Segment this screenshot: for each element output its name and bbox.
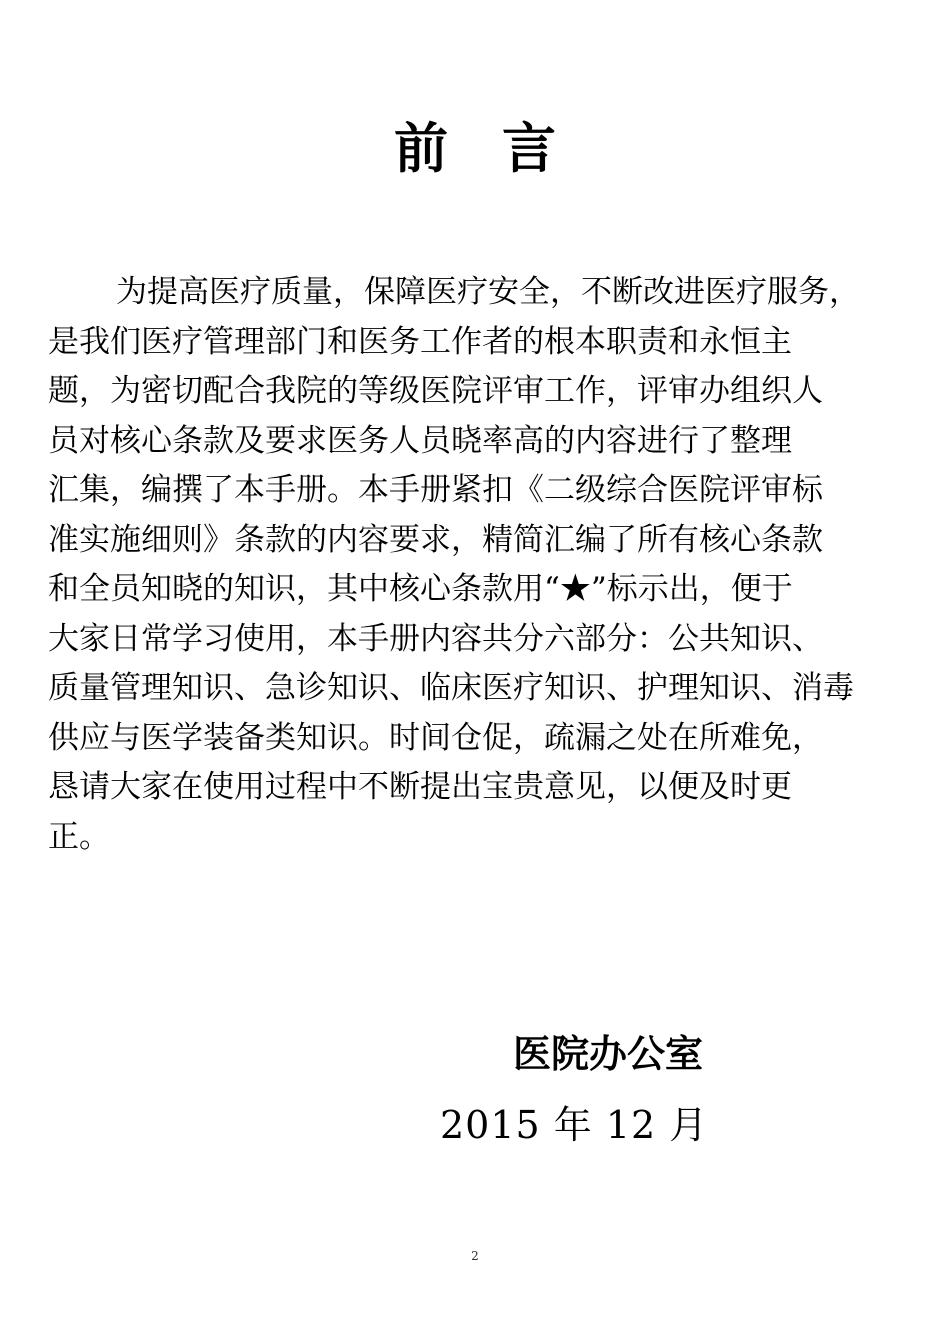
paragraph-line: 汇集，编撰了本手册。本手册紧扣《二级综合医院评审标 [48,472,823,508]
paragraph-line: 准实施细则》条款的内容要求，精简汇编了所有核心条款 [48,521,823,558]
paragraph-line: 供应与医学装备类知识。时间仓促，疏漏之处在所难免， [48,719,823,756]
paragraph-line: 质量管理知识、急诊知识、临床医疗知识、护理知识、消毒 [48,670,854,706]
paragraph-line: 是我们医疗管理部门和医务工作者的根本职责和永恒主 [48,323,792,360]
signature-office: 医院办公室 [513,1031,704,1076]
paragraph-line: 题，为密切配合我院的等级医院评审工作，评审办组织人 [48,373,823,409]
paragraph-line: 大家日常学习使用，本手册内容共分六部分：公共知识、 [48,620,823,657]
paragraph-line: 恳请大家在使用过程中不断提出宝贵意见，以便及时更 [48,769,792,805]
preface-paragraph [48,268,908,862]
signature-date: 2015 年 12 月 [440,1103,709,1147]
page-title: 前言 [394,116,610,180]
paragraph-line: 和全员知晓的知识，其中核心条款用“★”标示出，便于 [48,571,793,607]
paragraph-line: 为提高医疗质量，保障医疗安全，不断改进医疗服务， [116,274,860,310]
paragraph-line: 员对核心条款及要求医务人员晓率高的内容进行了整理 [48,422,792,459]
paragraph-line: 正。 [48,818,110,855]
page-number: 2 [471,1249,479,1263]
